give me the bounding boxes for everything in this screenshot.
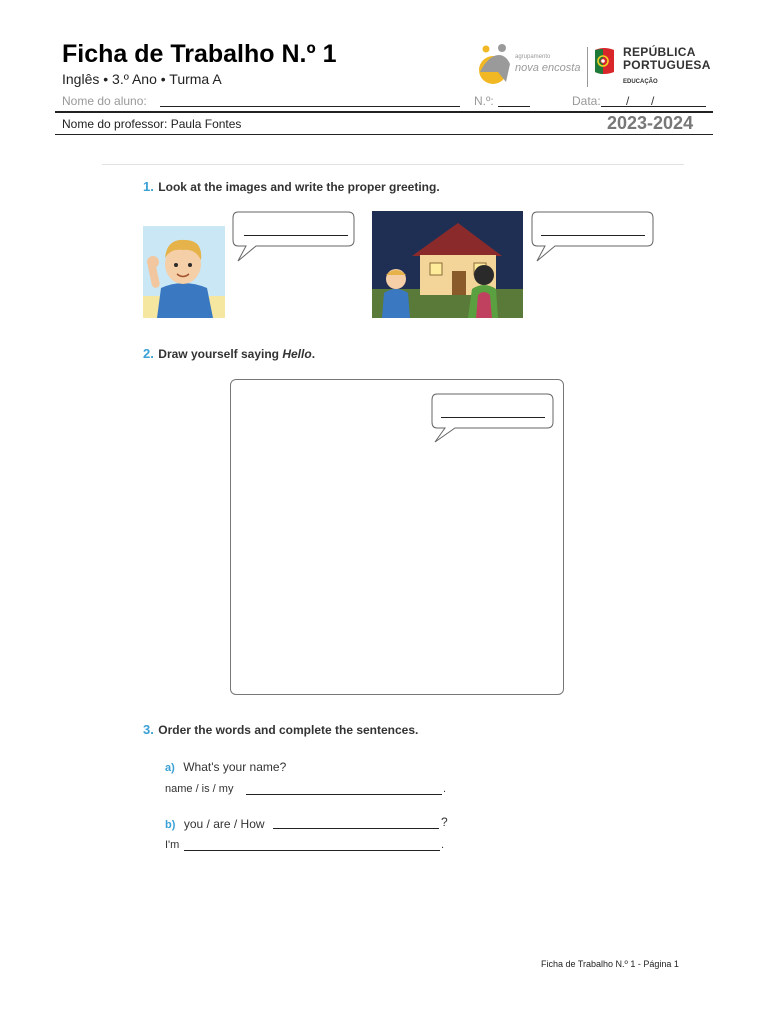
republica-line3: EDUCAÇÃO	[623, 79, 658, 85]
student-number-label: N.º:	[474, 94, 494, 108]
question-3a	[165, 758, 286, 776]
sentence-end: ?	[441, 815, 448, 829]
question-text: Look at the images and write the proper greeting.	[158, 180, 440, 194]
speech-bubble-1	[232, 211, 356, 268]
page-footer: Ficha de Trabalho N.º 1 - Página 1	[541, 959, 679, 969]
sentence-answer-b2[interactable]	[184, 850, 440, 851]
question-number: 3.	[143, 722, 154, 737]
sub-question-text: What's your name?	[183, 760, 287, 774]
answer-prompt: I'm	[165, 839, 180, 851]
logo-divider	[587, 47, 588, 87]
question-1	[143, 178, 440, 196]
teacher-name: Nome do professor: Paula Fontes	[62, 117, 242, 131]
student-name-label: Nome do aluno:	[62, 94, 147, 108]
date-slash: /	[626, 94, 630, 108]
speech-bubble-2	[531, 211, 655, 268]
sub-question-text: you / are / How	[183, 817, 265, 831]
sentence-end: .	[441, 839, 445, 851]
question-text: Order the words and complete the sentences.	[158, 723, 419, 737]
sentence-prompt: name / is / my	[165, 783, 234, 795]
student-number-blank[interactable]	[498, 106, 530, 107]
section-divider	[102, 164, 684, 165]
logo-agrupamento-name: nova encosta	[515, 62, 581, 74]
republica-line2: PORTUGUESA	[623, 58, 711, 72]
question-text-end: .	[311, 347, 316, 361]
school-year: 2023-2024	[607, 113, 694, 133]
logo-agrupamento-small-text: agrupamento	[515, 54, 551, 60]
portugal-flag-icon	[592, 46, 618, 76]
worksheet-subtitle: Inglês • 3.º Ano • Turma A	[62, 71, 222, 87]
republica-line1: REPÚBLICA	[623, 45, 696, 59]
student-name-blank[interactable]	[160, 106, 460, 107]
header-bottom-rule	[55, 134, 713, 135]
question-number: 1.	[143, 179, 154, 194]
house-night-image	[372, 211, 523, 318]
agrupamento-logo	[470, 42, 586, 88]
date-label: Data:	[572, 94, 601, 108]
republica-logo	[592, 45, 711, 85]
date-slash: /	[651, 94, 655, 108]
question-3	[143, 721, 418, 739]
question-3b	[165, 815, 265, 833]
sentence-answer-a[interactable]	[246, 794, 442, 795]
greeting-answer-2[interactable]	[541, 235, 645, 236]
question-text-emphasis: Hello	[282, 347, 312, 361]
question-text-start: Draw yourself saying	[158, 347, 283, 361]
question-2	[143, 345, 315, 363]
speech-bubble-icon	[232, 211, 356, 263]
greeting-answer-1[interactable]	[244, 235, 348, 236]
boy-waving-image	[143, 226, 225, 318]
sentence-end: .	[443, 783, 447, 795]
house-night-illustration-icon	[372, 211, 523, 318]
question-number: 2.	[143, 346, 154, 361]
worksheet-title: Ficha de Trabalho N.º 1	[62, 40, 337, 68]
speech-bubble-3	[431, 393, 555, 450]
speech-bubble-icon	[531, 211, 655, 263]
sub-question-letter: b)	[165, 819, 176, 831]
sub-question-letter: a)	[165, 762, 175, 774]
hello-answer[interactable]	[441, 417, 545, 418]
speech-bubble-icon	[431, 393, 555, 445]
sentence-answer-b[interactable]	[273, 828, 439, 829]
boy-waving-illustration-icon	[143, 226, 225, 318]
